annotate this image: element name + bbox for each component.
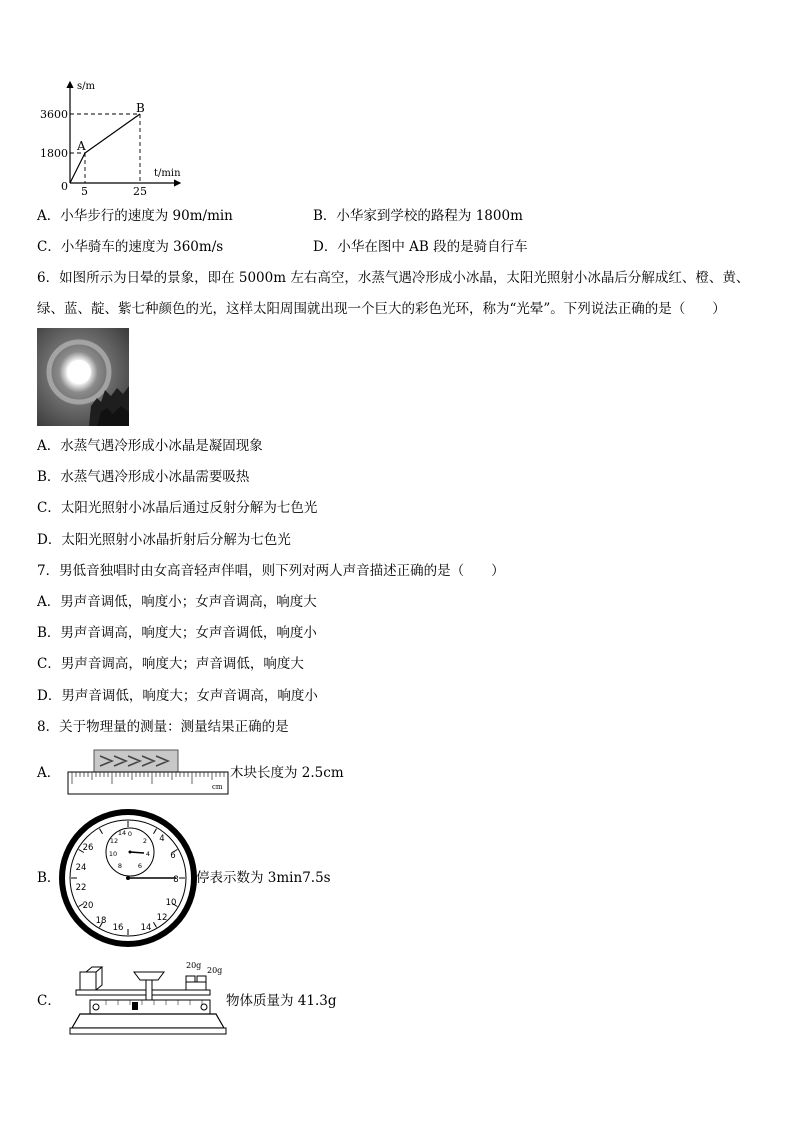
svg-text:12: 12 <box>156 913 168 923</box>
svg-text:22: 22 <box>75 883 87 893</box>
svg-text:12: 12 <box>109 837 119 845</box>
point-b-label: B <box>136 101 145 115</box>
q6-option-d: D．太阳光照射小冰晶折射后分解为七色光 <box>37 532 291 548</box>
x-tick-25: 25 <box>133 185 147 198</box>
q6-option-b: B．水蒸气遇冷形成小冰晶需要吸热 <box>37 469 250 485</box>
svg-text:4: 4 <box>145 850 151 858</box>
weight-label-1: 20g <box>186 961 202 970</box>
y-tick-1800: 1800 <box>40 147 68 160</box>
svg-text:0: 0 <box>127 830 133 838</box>
svg-text:18: 18 <box>95 916 107 926</box>
svg-text:20: 20 <box>82 901 94 911</box>
q7-option-c: C．男声音调高，响度大；声音调低，响度大 <box>37 656 304 672</box>
x-tick-5: 5 <box>81 185 88 198</box>
q6-stem-line2: 绿、蓝、靛、紫七种颜色的光，这样太阳周围就出现一个巨大的彩色光环，称为“光晕”。下列说法正确的是（ ） <box>37 301 726 317</box>
y-tick-3600: 3600 <box>40 108 68 121</box>
wood-block <box>94 750 178 772</box>
stopwatch-figure <box>58 810 198 946</box>
weight-label-2: 20g <box>207 966 223 975</box>
ruler-wood-block-figure <box>66 748 232 798</box>
svg-text:2: 2 <box>142 837 148 845</box>
q8-a-text: 木块长度为 2.5cm <box>230 765 344 781</box>
ruler-unit-label: cm <box>212 783 223 791</box>
svg-text:4: 4 <box>159 834 165 844</box>
svg-text:10: 10 <box>108 850 118 858</box>
q8-c-text: 物体质量为 41.3g <box>226 993 337 1009</box>
q7-option-d: D．男声音调低，响度大；女声音调高，响度小 <box>37 688 318 704</box>
svg-text:8: 8 <box>173 875 179 885</box>
q8-b-label: B． <box>37 870 61 886</box>
segment-oa <box>70 153 85 183</box>
q7-option-b: B．男声音调高，响度大；女声音调低，响度小 <box>37 625 317 641</box>
q8-a-label: A． <box>37 765 61 781</box>
q6-option-a: A．水蒸气遇冷形成小冰晶是凝固现象 <box>37 438 263 454</box>
q5-option-d: D．小华在图中 AB 段的是骑自行车 <box>313 239 528 255</box>
svg-text:8: 8 <box>117 862 123 870</box>
balance-scale-figure <box>66 964 228 1044</box>
svg-text:14: 14 <box>117 829 127 837</box>
svg-text:10: 10 <box>165 898 177 908</box>
q7-stem: 7．男低音独唱时由女高音轻声伴唱，则下列对两人声音描述正确的是（ ） <box>37 563 505 579</box>
q8-c-label: C． <box>37 993 61 1009</box>
segment-ab <box>85 114 140 153</box>
x-axis-label: t/min <box>154 168 181 179</box>
q7-option-a: A．男声音调低，响度小；女声音调高，响度大 <box>37 594 317 610</box>
point-a-label: A <box>77 139 86 153</box>
svg-text:16: 16 <box>112 923 124 933</box>
origin-label: 0 <box>61 180 68 193</box>
q5-option-c: C．小华骑车的速度为 360m/s <box>37 239 224 255</box>
svg-text:24: 24 <box>75 863 87 873</box>
solar-halo-photo <box>37 328 129 426</box>
y-axis-label: s/m <box>77 81 95 92</box>
svg-text:26: 26 <box>82 843 94 853</box>
q5-option-b: B．小华家到学校的路程为 1800m <box>313 208 523 224</box>
q5-option-a: A．小华步行的速度为 90m/min <box>37 208 233 224</box>
distance-time-graph <box>30 78 200 203</box>
svg-text:6: 6 <box>170 851 176 861</box>
q6-stem-line1: 6．如图所示为日晕的景象，即在 5000m 左右高空，水蒸气遇冷形成小冰晶，太阳光照射小冰晶后分解成红、橙、黄、 <box>37 270 750 286</box>
q8-stem: 8．关于物理量的测量：测量结果正确的是 <box>37 719 289 735</box>
q6-option-c: C．太阳光照射小冰晶后通过反射分解为七色光 <box>37 500 318 516</box>
svg-text:14: 14 <box>140 923 152 933</box>
q8-b-text: 停表示数为 3min7.5s <box>196 870 331 886</box>
svg-text:6: 6 <box>137 862 143 870</box>
